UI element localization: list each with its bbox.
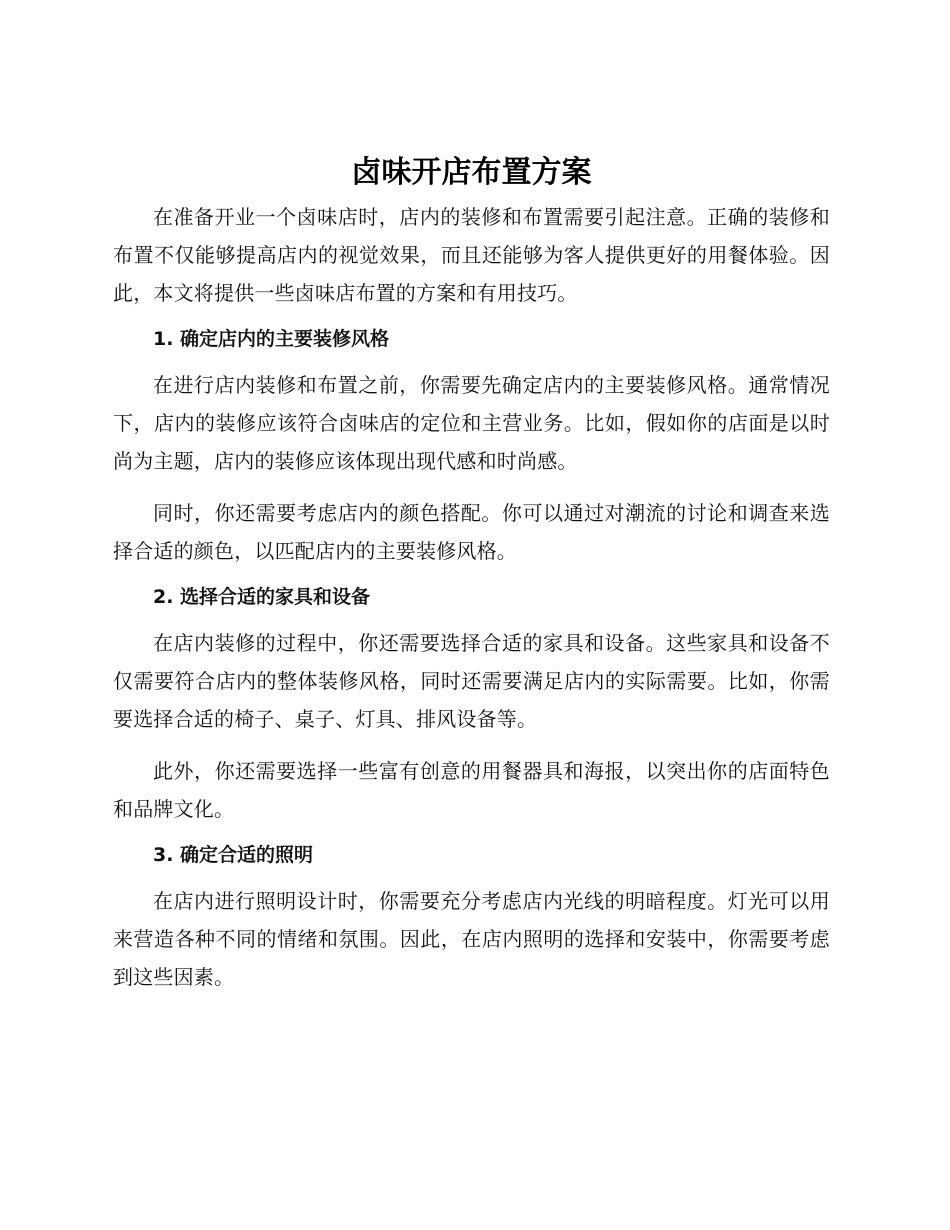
section-heading: 2. 选择合适的家具和设备	[153, 586, 371, 608]
section-heading: 1. 确定店内的主要装修风格	[153, 328, 390, 350]
document-body	[113, 148, 830, 996]
intro-paragraph: 在准备开业一个卤味店时，店内的装修和布置需要引起注意。正确的装修和布置不仅能够提高店内的视觉效果，而且还能够为客人提供更好的用餐体验。因此，本文将提供一些卤味店布置的方案和有用技巧。	[113, 205, 830, 305]
section-paragraph: 在进行店内装修和布置之前，你需要先确定店内的主要装修风格。通常情况下，店内的装修应该符合卤味店的定位和主营业务。比如，假如你的店面是以时尚为主题，店内的装修应该体现出现代感和时尚感。	[113, 373, 830, 473]
document-title: 卤味开店布置方案	[351, 155, 592, 190]
section-2	[113, 578, 830, 828]
section-paragraph: 在店内进行照明设计时，你需要充分考虑店内光线的明暗程度。灯光可以用来营造各种不同的情绪和氛围。因此，在店内照明的选择和安装中，你需要考虑到这些因素。	[113, 889, 830, 989]
section-paragraph: 同时，你还需要考虑店内的颜色搭配。你可以通过对潮流的讨论和调查来选择合适的颜色，以匹配店内的主要装修风格。	[113, 501, 830, 563]
section-heading: 3. 确定合适的照明	[153, 844, 314, 866]
section-paragraph: 此外，你还需要选择一些富有创意的用餐器具和海报，以突出你的店面特色和品牌文化。	[113, 759, 830, 821]
section-1	[113, 320, 830, 570]
section-paragraph: 在店内装修的过程中，你还需要选择合适的家具和设备。这些家具和设备不仅需要符合店内的整体装修风格，同时还需要满足店内的实际需要。比如，你需要选择合适的椅子、桌子、灯具、排风设备等。	[113, 631, 830, 731]
section-3	[113, 836, 830, 996]
